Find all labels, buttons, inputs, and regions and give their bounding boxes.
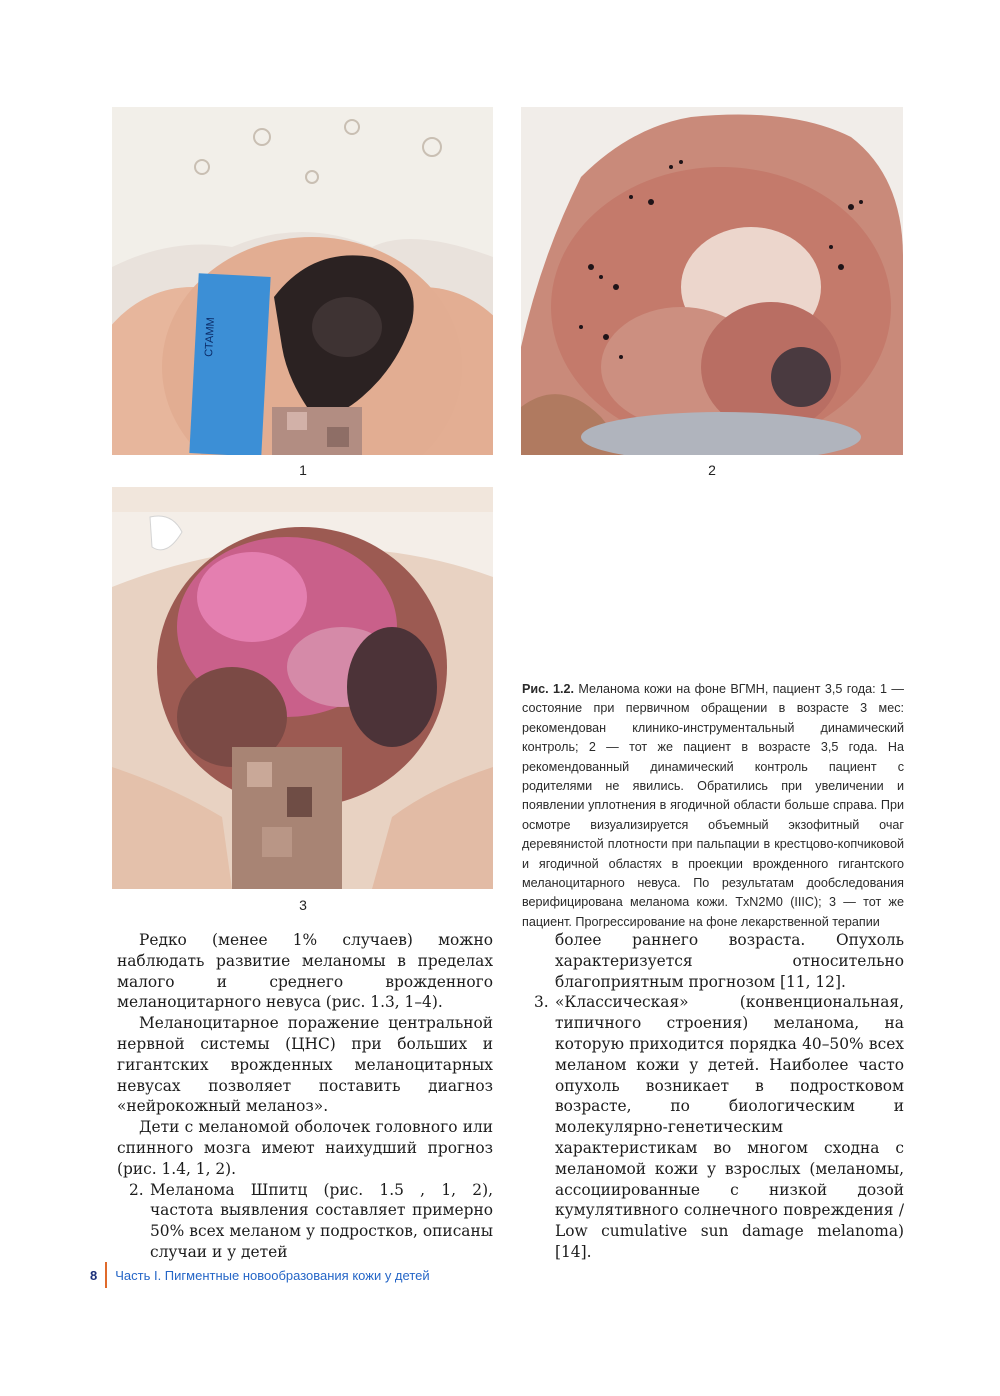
left-column xyxy=(117,930,493,1263)
page-number: 8 xyxy=(90,1267,98,1283)
figure-caption xyxy=(522,680,904,932)
figure-3-number: 3 xyxy=(299,897,307,913)
paragraph-2: Меланоцитарное поражение центральной нервной системы (ЦНС) при больших и гигантских врожденных меланоцитарных невусах позволяет поставить диагноз «нейрокожный меланоз». xyxy=(117,1014,493,1116)
figure-1-number: 1 xyxy=(299,462,307,478)
list-item-2-text: Меланома Шпитц (рис. 1.5 , 1, 2), частота выявления составляет примерно 50% всех меланом у подростков, описаны случаи и у детей xyxy=(150,1180,493,1261)
figure-photo-2 xyxy=(521,107,903,455)
chapter-title: Часть I. Пигментные новообразования кожи у детей xyxy=(115,1267,430,1283)
ruler-brand-label: СТАММ xyxy=(203,316,218,358)
paragraph-continued: более раннего возраста. Опухоль характеризуется относительно благоприятным прогнозом [11, 12]. xyxy=(555,931,904,991)
list-item-2-number: 2. xyxy=(129,1180,144,1199)
paragraph-3: Дети с меланомой оболочек головного или спинного мозга имеют наихудший прогноз (рис. 1.4, 1, 2). xyxy=(117,1118,493,1178)
page-footer xyxy=(90,1262,430,1288)
right-column xyxy=(522,930,904,1263)
list-item-2 xyxy=(117,1180,493,1263)
list-item-3 xyxy=(522,992,904,1262)
list-item-3-number: 3. xyxy=(534,993,549,1012)
figure-2-number: 2 xyxy=(708,462,716,478)
paragraph-1: Редко (менее 1% случаев) можно наблюдать развитие меланомы в пределах малого и среднего врожденного меланоцитарного невуса (рис. 1.3, 1–4). xyxy=(117,931,493,1012)
caption-label: Рис. 1.2. xyxy=(522,682,575,696)
figure-photo-3 xyxy=(112,487,493,889)
footer-divider xyxy=(105,1262,107,1288)
figure-photo-1 xyxy=(112,107,493,455)
caption-text: Меланома кожи на фоне ВГМН, пациент 3,5 года: 1 — состояние при первичном обращении в возрасте 3 мес: рекомендован клинико-инструментальный динамический контроль; 2 — тот же пациент в возрасте 3,5 года. На рекомендованный динамический контроль пациент с родителями не явились. Обратились при увеличении и появлении уплотнения в ягодичной области больше справа. При осмотре визуализируется объемный экзофитный очаг деревянистой плотности при пальпации в крестцово-копчиковой и ягодичной областях в проекции врожденного гигантского меланоцитарного невуса. По результатам дообследования верифицирована меланома кожи. TxN2M0 (IIIC); 3 — тот же пациент. Прогрессирование на фоне лекарственной терапии xyxy=(522,682,904,929)
list-item-3-text: «Классическая» (конвенциональная, типичного строения) меланома, на которую приходится порядка 40–50% всех меланом кожи у детей. Наиболее часто опухоль возникает в подростковом возрасте, по биологическим и молекулярно-генетическим характеристикам во многом сходна с меланомой кожи у взрослых (меланомы, ассоциированные с низкой дозой кумулятивного солнечного повреждения / Low cumulative sun damage melanoma) [14]. xyxy=(555,993,904,1261)
ruler xyxy=(189,273,270,455)
